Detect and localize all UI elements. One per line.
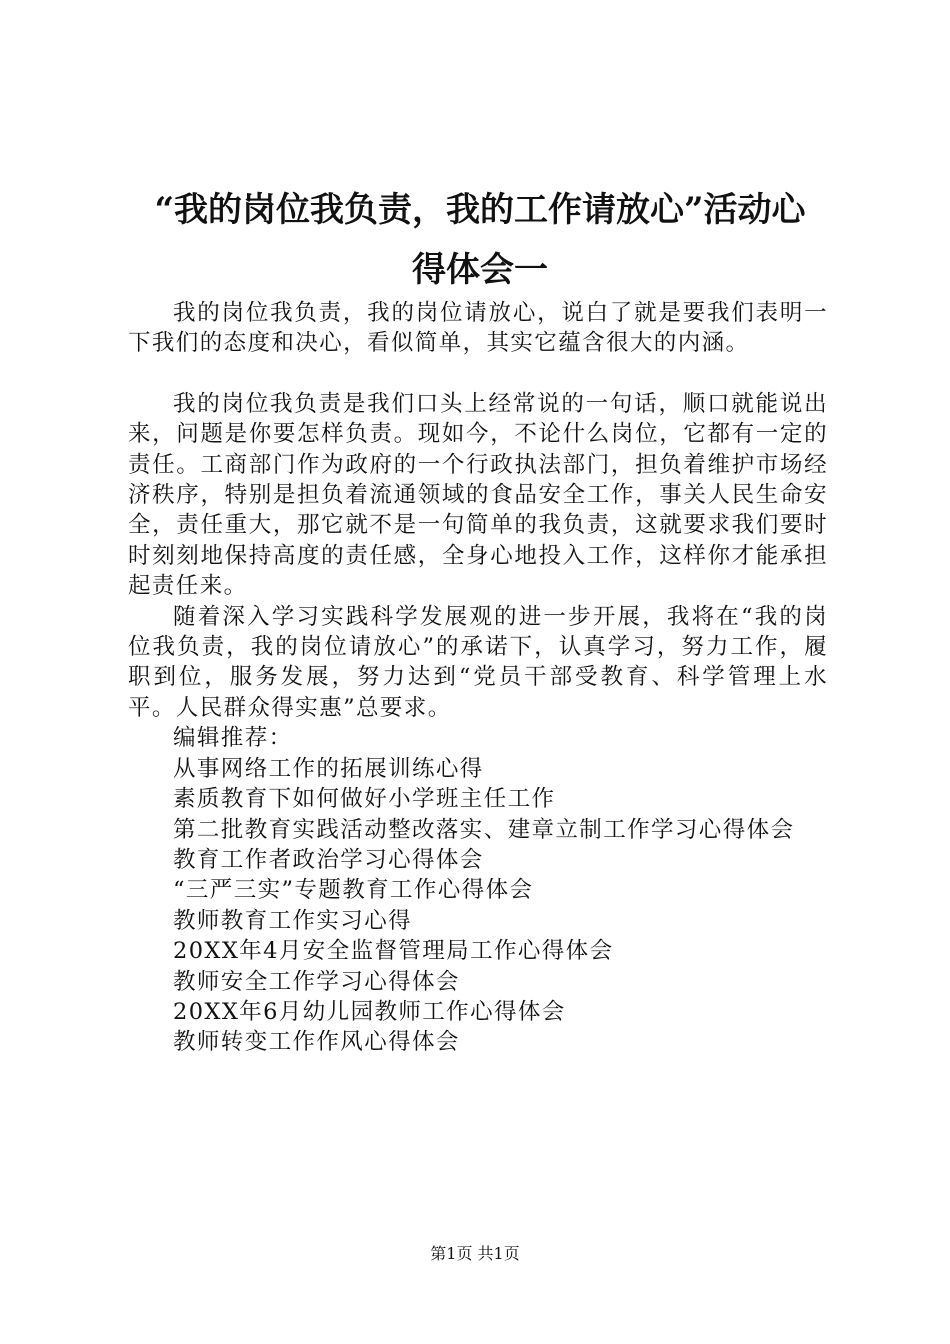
recommend-link[interactable]: 从事网络工作的拓展训练心得: [173, 755, 484, 782]
recommend-list: [128, 754, 828, 1058]
recommend-link[interactable]: 教师安全工作学习心得体会: [173, 968, 460, 995]
document-title-line-2: 得体会一: [412, 250, 548, 290]
recommend-link[interactable]: 素质教育下如何做好小学班主任工作: [173, 786, 556, 813]
recommend-link[interactable]: 20XX年4月安全监督管理局工作心得体会: [173, 938, 614, 965]
recommend-link[interactable]: 第二批教育实践活动整改落实、建章立制工作学习心得体会: [173, 816, 795, 843]
paragraph-intro: 我的岗位我负责，我的岗位请放心，说白了就是要我们表明一下我们的态度和决心，看似简单，其实它蕴含很大的内涵。: [128, 300, 828, 357]
document-body: [128, 298, 828, 1058]
recommend-link[interactable]: 教育工作者政治学习心得体会: [173, 846, 484, 873]
recommend-label: 编辑推荐：: [173, 725, 293, 752]
paragraph-responsibility: 我的岗位我负责是我们口头上经常说的一句话，顺口就能说出来，问题是你要怎样负责。现如今，不论什么岗位，它都有一定的责任。工商部门作为政府的一个行政执法部门，担负着维护市场经济秩序，特别是担负着流通领域的食品安全工作，事关人民生命安全，责任重大，那它就不是一句简单的我负责，这就要求我们要时时刻刻地保持高度的责任感，全身心地投入工作，这样你才能承担起责任来。: [128, 390, 828, 600]
paragraph-commitment: 随着深入学习实践科学发展观的进一步开展，我将在“我的岗位我负责，我的岗位请放心”的承诺下，认真学习，努力工作，履职到位，服务发展，努力达到“党员干部受教育、科学管理上水平。人民群众得实惠”总要求。: [128, 603, 828, 721]
recommend-link[interactable]: 教师转变工作作风心得体会: [173, 1029, 460, 1056]
paragraph-spacer: [128, 359, 828, 389]
document-title-line-1: “我的岗位我负责，我的工作请放心”活动心: [154, 190, 806, 230]
recommend-link[interactable]: 教师教育工作实习心得: [173, 907, 413, 934]
recommend-link[interactable]: “三严三实”专题教育工作心得体会: [173, 877, 534, 904]
recommend-link[interactable]: 20XX年6月幼儿园教师工作心得体会: [173, 998, 566, 1025]
page-footer: 第1页 共1页: [430, 1244, 520, 1263]
